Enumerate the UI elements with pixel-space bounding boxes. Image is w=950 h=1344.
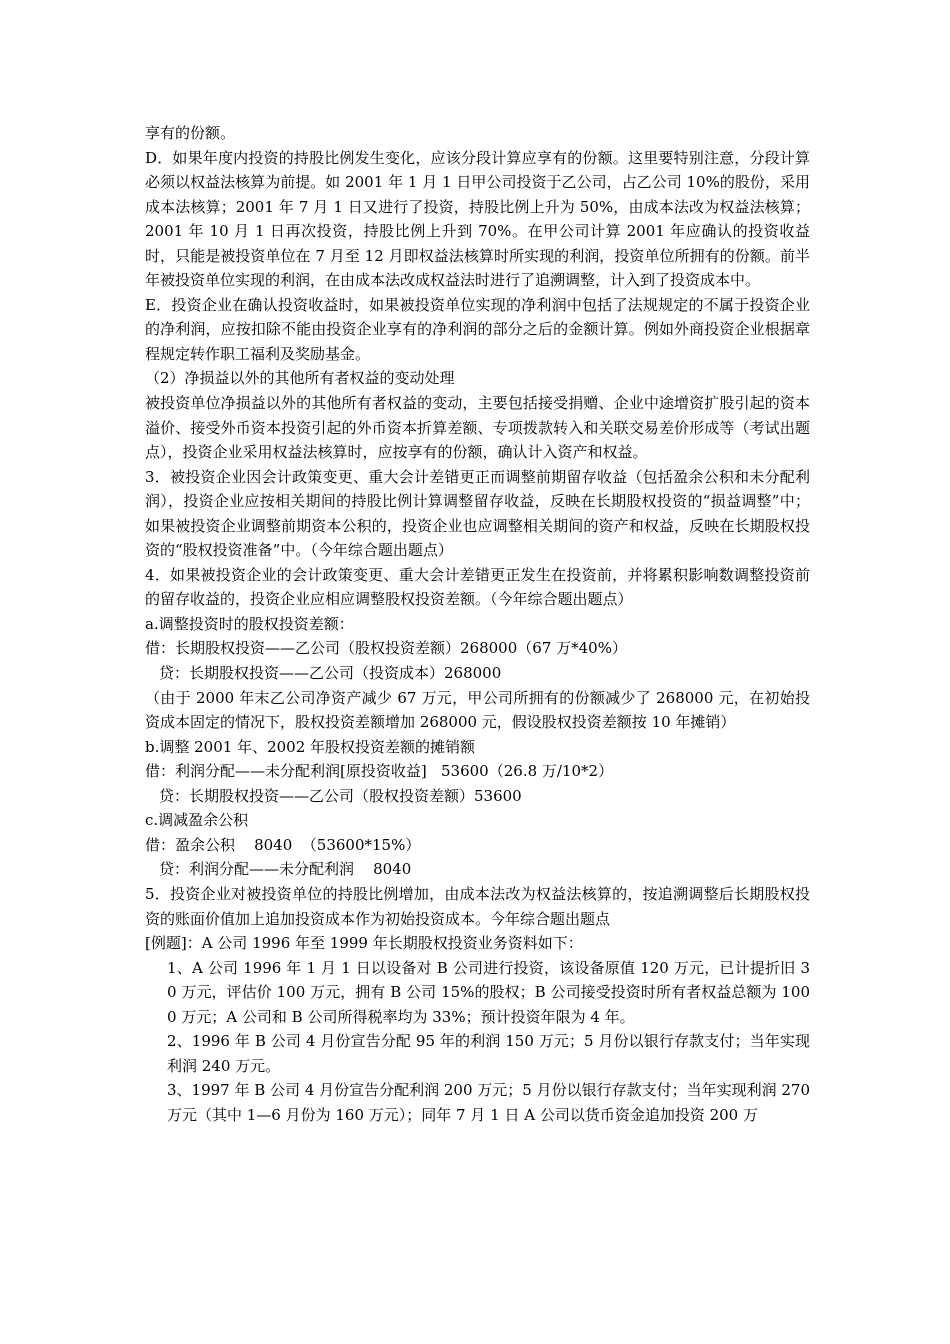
- paragraph: 3．被投资企业因会计政策变更、重大会计差错更正而调整前期留存收益（包括盈余公积和未分配利润），投资企业应按相关期间的持股比例计算调整留存收益，反映在长期股权投资的“损益调整”中；如果被投资企业调整前期资本公积的，投资企业也应调整相关期间的资产和权益，反映在长期股权投资的“股权投资准备”中。（今年综合题出题点）: [145, 467, 810, 560]
- journal-entry-debit: 借：长期股权投资——乙公司（股权投资差额）268000（67 万*40%）: [145, 639, 627, 658]
- paragraph: 享有的份额。: [145, 124, 236, 142]
- paragraph: 被投资单位净损益以外的其他所有者权益的变动，主要包括接受捐赠、企业中途增资扩股引起的资本溢价、接受外币资本投资引起的外币资本折算差额、专项拨款转入和关联交易差价形成等（考试出题点），投资企业采用权益法核算时，应按享有的份额，确认计入资产和权益。: [145, 394, 810, 462]
- example-item: 1、A 公司 1996 年 1 月 1 日以设备对 B 公司进行投资，该设备原值 120 万元，已计提折旧 30 万元，评估价 100 万元，拥有 B 公司 15%的股权；B 公司接受投资时所有者权益总额为 1000 万元；A 公司和 B 公司所得税率均为 33%；预计投资年限为 4 年。: [167, 958, 810, 1026]
- paragraph: E．投资企业在确认投资收益时，如果被投资单位实现的净利润中包括了法规规定的不属于投资企业的净利润，应按扣除不能由投资企业享有的净利润的部分之后的金额计算。例如外商投资企业根据章程规定转作职工福利及奖励基金。: [145, 295, 810, 363]
- paragraph: b.调整 2001 年、2002 年股权投资差额的摊销额: [145, 737, 476, 756]
- example-item: 2、1996 年 B 公司 4 月份宣告分配 95 年的利润 150 万元；5 月份以银行存款支付；当年实现利润 240 万元。: [167, 1032, 810, 1075]
- paragraph: （由于 2000 年末乙公司净资产减少 67 万元，甲公司所拥有的份额减少了 268000 元，在初始投资成本固定的情况下，股权投资差额增加 268000 元，假设股权投资差额按 10 年摊销）: [145, 688, 810, 732]
- journal-entry-credit: 贷：长期股权投资——乙公司（投资成本）268000: [159, 664, 502, 683]
- paragraph: 4．如果被投资企业的会计政策变更、重大会计差错更正发生在投资前，并将累积影响数调整投资前的留存收益的，投资企业应相应调整股权投资差额。（今年综合题出题点）: [145, 565, 810, 609]
- example-heading: [例题]：A 公司 1996 年至 1999 年长期股权投资业务资料如下：: [145, 934, 583, 953]
- journal-entry-debit: 借：利润分配——未分配利润[原投资收益] 53600（26.8 万/10*2）: [145, 762, 614, 781]
- example-item: 3、1997 年 B 公司 4 月份宣告分配利润 200 万元；5 月份以银行存款支付；当年实现利润 270 万元（其中 1—6 月份为 160 万元）；同年 7 月 1 日 A 公司以货币资金追加投资 200 万: [167, 1081, 815, 1124]
- paragraph: c.调减盈余公积: [145, 811, 249, 830]
- paragraph: D．如果年度内投资的持股比例发生变化，应该分段计算应享有的份额。这里要特别注意，分段计算必须以权益法核算为前提。如 2001 年 1 月 1 日甲公司投资于乙公司，占乙公司 10%的股份，采用成本法核算；2001 年 7 月 1 日又进行了投资，持股比例上升为 50%，由成本法改为权益法核算；2001 年 10 月 1 日再次投资，持股比例上升到 70%。在甲公司计算 2001 年应确认的投资收益时，只能是被投资单位在 7 月至 12 月即权益法核算时所实现的利润，投资单位所拥有的份额。前半年被投资单位实现的利润，在由成本法改成权益法时进行了追溯调整，计入到了投资成本中。: [145, 148, 810, 290]
- journal-entry-debit: 借：盈余公积 8040 （53600*15%）: [145, 835, 421, 854]
- paragraph: 5．投资企业对被投资单位的持股比例增加，由成本法改为权益法核算的，按追溯调整后长期股权投资的账面价值加上追加投资成本作为初始投资成本。今年综合题出题点: [145, 884, 810, 928]
- section-heading: （2）净损益以外的其他所有者权益的变动处理: [145, 369, 455, 388]
- journal-entry-credit: 贷：利润分配——未分配利润 8040: [159, 860, 412, 879]
- document-page: [145, 121, 815, 1127]
- journal-entry-credit: 贷：长期股权投资——乙公司（股权投资差额）53600: [159, 786, 522, 805]
- paragraph: a.调整投资时的股权投资差额：: [145, 614, 354, 633]
